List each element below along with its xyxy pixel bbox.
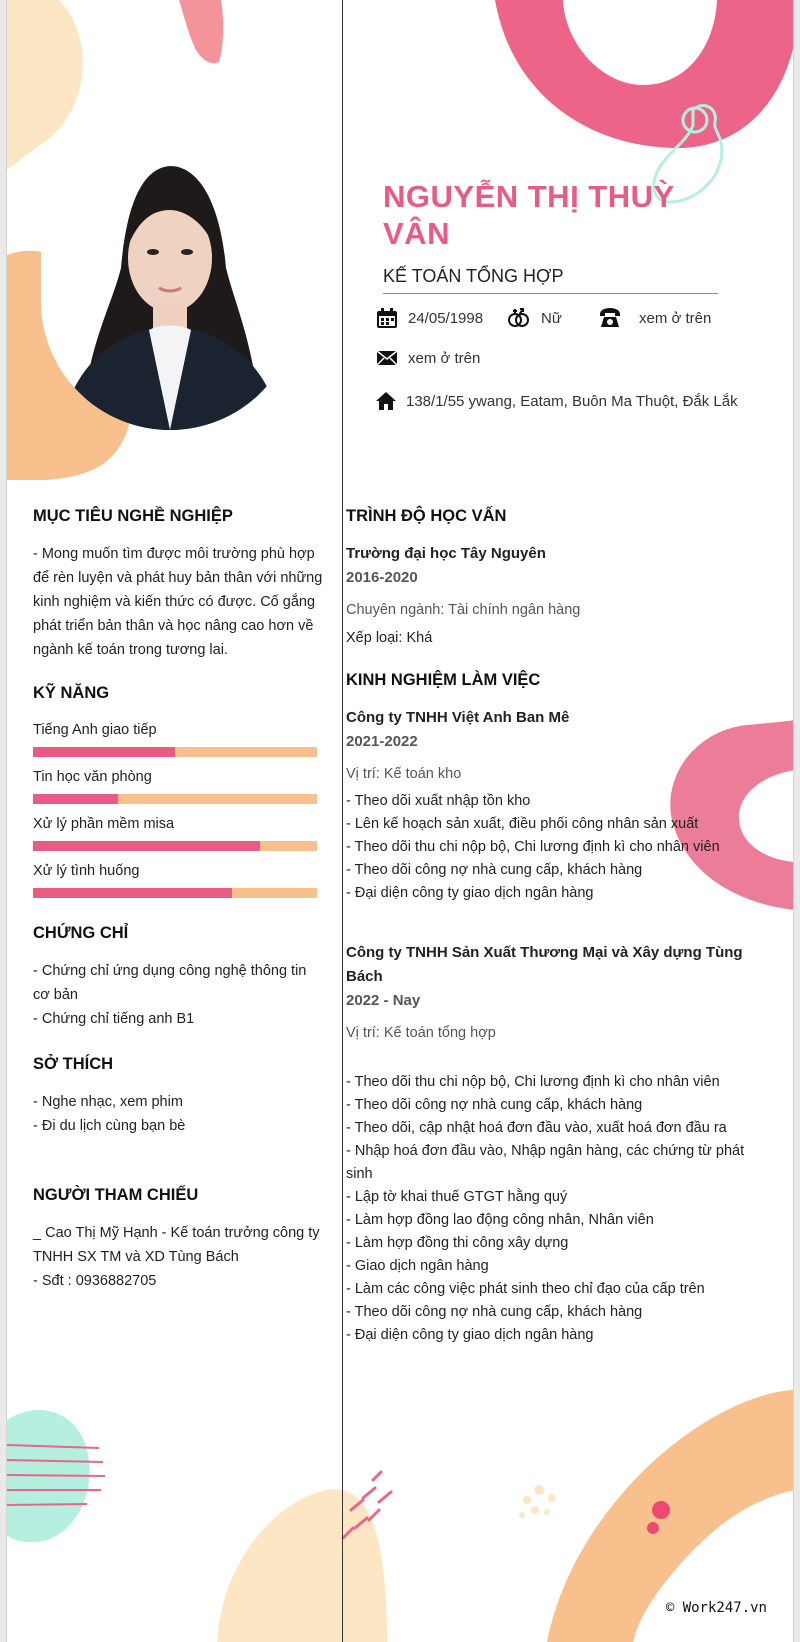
certificates-text [33, 959, 333, 1031]
duty-item: - Lên kế hoạch sản xuất, điều phối công nhân sản xuất [346, 816, 699, 832]
experience-heading: KINH NGHIỆM LÀM VIỆC [346, 671, 541, 689]
gender-text: Nữ [541, 309, 562, 327]
school-name: Trường đại học Tây Nguyên [346, 545, 546, 562]
reference-line: - Sđt : 0936882705 [33, 1273, 157, 1289]
education-block [346, 542, 776, 650]
gender-info [507, 307, 562, 329]
skill-bar [33, 794, 317, 804]
certificates-heading: CHỨNG CHỈ [33, 924, 129, 942]
duty-item: - Làm các công việc phát sinh theo chỉ đạo của cấp trên [346, 1281, 705, 1297]
job-company: Công ty TNHH Việt Anh Ban Mê [346, 709, 570, 726]
objective-text [33, 542, 333, 662]
skill-label: Tin học văn phòng [33, 769, 152, 785]
education-rank: Xếp loại: Khá [346, 630, 433, 646]
duty-item: - Theo dõi công nợ nhà cung cấp, khách hàng [346, 1097, 643, 1113]
job-block [346, 706, 776, 905]
gender-icon [507, 307, 531, 329]
phone-info [599, 307, 711, 329]
job-duties [346, 790, 776, 905]
duty-item: - Lập tờ khai thuế GTGT hằng quý [346, 1189, 568, 1205]
skill-label: Xử lý tình huống [33, 863, 140, 879]
address-text: 138/1/55 ywang, Eatam, Buôn Ma Thuột, Đắk Lắk [406, 392, 738, 410]
job-title: KẾ TOÁN TỔNG HỢP [383, 266, 718, 294]
skill-bar-fill [33, 841, 260, 851]
birthday-info [376, 307, 483, 329]
job-duties [346, 1071, 776, 1347]
candidate-name: NGUYỄN THỊ THUỲ VÂN [383, 179, 675, 251]
duty-item: sinh [346, 1166, 373, 1182]
footer-credit: © Work247.vn [665, 1600, 767, 1616]
skill-label: Tiếng Anh giao tiếp [33, 722, 157, 738]
address-info [376, 391, 738, 411]
email-text: xem ở trên [408, 349, 481, 367]
education-years: 2016-2020 [346, 569, 418, 586]
duty-item: - Nhập hoá đơn đầu vào, Nhập ngân hàng, các chứng từ phát [346, 1143, 745, 1159]
hobbies-text [33, 1090, 333, 1138]
duty-item: - Theo dõi, cập nhật hoá đơn đầu vào, xuất hoá đơn đầu ra [346, 1120, 727, 1136]
hobbies-heading: SỞ THÍCH [33, 1055, 114, 1073]
reference-line: TNHH SX TM và XD Tùng Bách [33, 1249, 239, 1265]
reference-line: _ Cao Thị Mỹ Hạnh - Kế toán trưởng công ty [33, 1225, 320, 1241]
skill-bar-fill [33, 794, 118, 804]
certificate-line: - Chứng chỉ ứng dụng công nghệ thông tin [33, 963, 307, 979]
duty-item: - Làm hợp đồng thi công xây dựng [346, 1235, 569, 1251]
objective-line: - Mong muốn tìm được môi trường phù hợp [33, 546, 315, 562]
job-company: Công ty TNHH Sản Xuất Thương Mại và Xây dựng Tùng [346, 944, 743, 961]
skills-heading: KỸ NĂNG [33, 684, 110, 702]
references-text [33, 1221, 338, 1293]
duty-item: - Đại diện công ty giao dịch ngân hàng [346, 885, 594, 901]
birthday-text: 24/05/1998 [408, 309, 484, 327]
objective-line: kinh nghiệm và kiến thức có được. Cố gắng [33, 594, 316, 610]
job-position: Vị trí: Kế toán tổng hợp [346, 1025, 496, 1041]
education-major: Chuyên ngành: Tài chính ngân hàng [346, 602, 581, 618]
duty-item: - Làm hợp đồng lao động công nhân, Nhân viên [346, 1212, 654, 1228]
objective-heading: MỤC TIÊU NGHỀ NGHIỆP [33, 507, 233, 525]
objective-line: ngành kế toán trong tương lai. [33, 642, 228, 658]
objective-line: để rèn luyện và phát huy bản thân với những [33, 570, 323, 586]
calendar-icon [376, 307, 398, 329]
home-icon [376, 391, 396, 411]
hobby-line: - Đi du lịch cùng bạn bè [33, 1118, 186, 1134]
duty-item: - Theo dõi công nợ nhà cung cấp, khách hàng [346, 862, 643, 878]
references-heading: NGƯỜI THAM CHIẾU [33, 1186, 199, 1204]
skill-bar-fill [33, 747, 175, 757]
phone-icon [599, 307, 621, 329]
education-heading: TRÌNH ĐỘ HỌC VẤN [346, 507, 507, 525]
duty-item: - Theo dõi xuất nhập tồn kho [346, 793, 531, 809]
phone-text: xem ở trên [639, 309, 712, 327]
objective-line: phát triển bản thân và học nâng cao hơn về [33, 618, 314, 634]
skill-label: Xử lý phần mềm misa [33, 816, 175, 832]
email-icon [376, 349, 398, 367]
job-company-cont: Bách [346, 968, 383, 985]
duty-item: - Giao dịch ngân hàng [346, 1258, 489, 1274]
skill-bar [33, 888, 317, 898]
duty-item: - Theo dõi thu chi nộp bộ, Chi lương định kì cho nhân viên [346, 839, 720, 855]
duty-item: - Đại diện công ty giao dịch ngân hàng [346, 1327, 594, 1343]
job-block [346, 941, 776, 1347]
email-info [376, 349, 480, 367]
duty-item: - Theo dõi công nợ nhà cung cấp, khách hàng [346, 1304, 643, 1320]
column-divider [342, 0, 343, 1642]
profile-photo [41, 148, 299, 430]
hobby-line: - Nghe nhạc, xem phim [33, 1094, 183, 1110]
skill-bar-fill [33, 888, 232, 898]
certificate-line: - Chứng chỉ tiếng anh B1 [33, 1011, 195, 1027]
job-position: Vị trí: Kế toán kho [346, 766, 462, 782]
job-years: 2022 - Nay [346, 992, 421, 1009]
cv-page [6, 0, 794, 1642]
duty-item: - Theo dõi thu chi nộp bộ, Chi lương định kì cho nhân viên [346, 1074, 720, 1090]
job-years: 2021-2022 [346, 733, 418, 750]
skill-bar [33, 747, 317, 757]
skill-bar [33, 841, 317, 851]
certificate-line: cơ bản [33, 987, 78, 1003]
